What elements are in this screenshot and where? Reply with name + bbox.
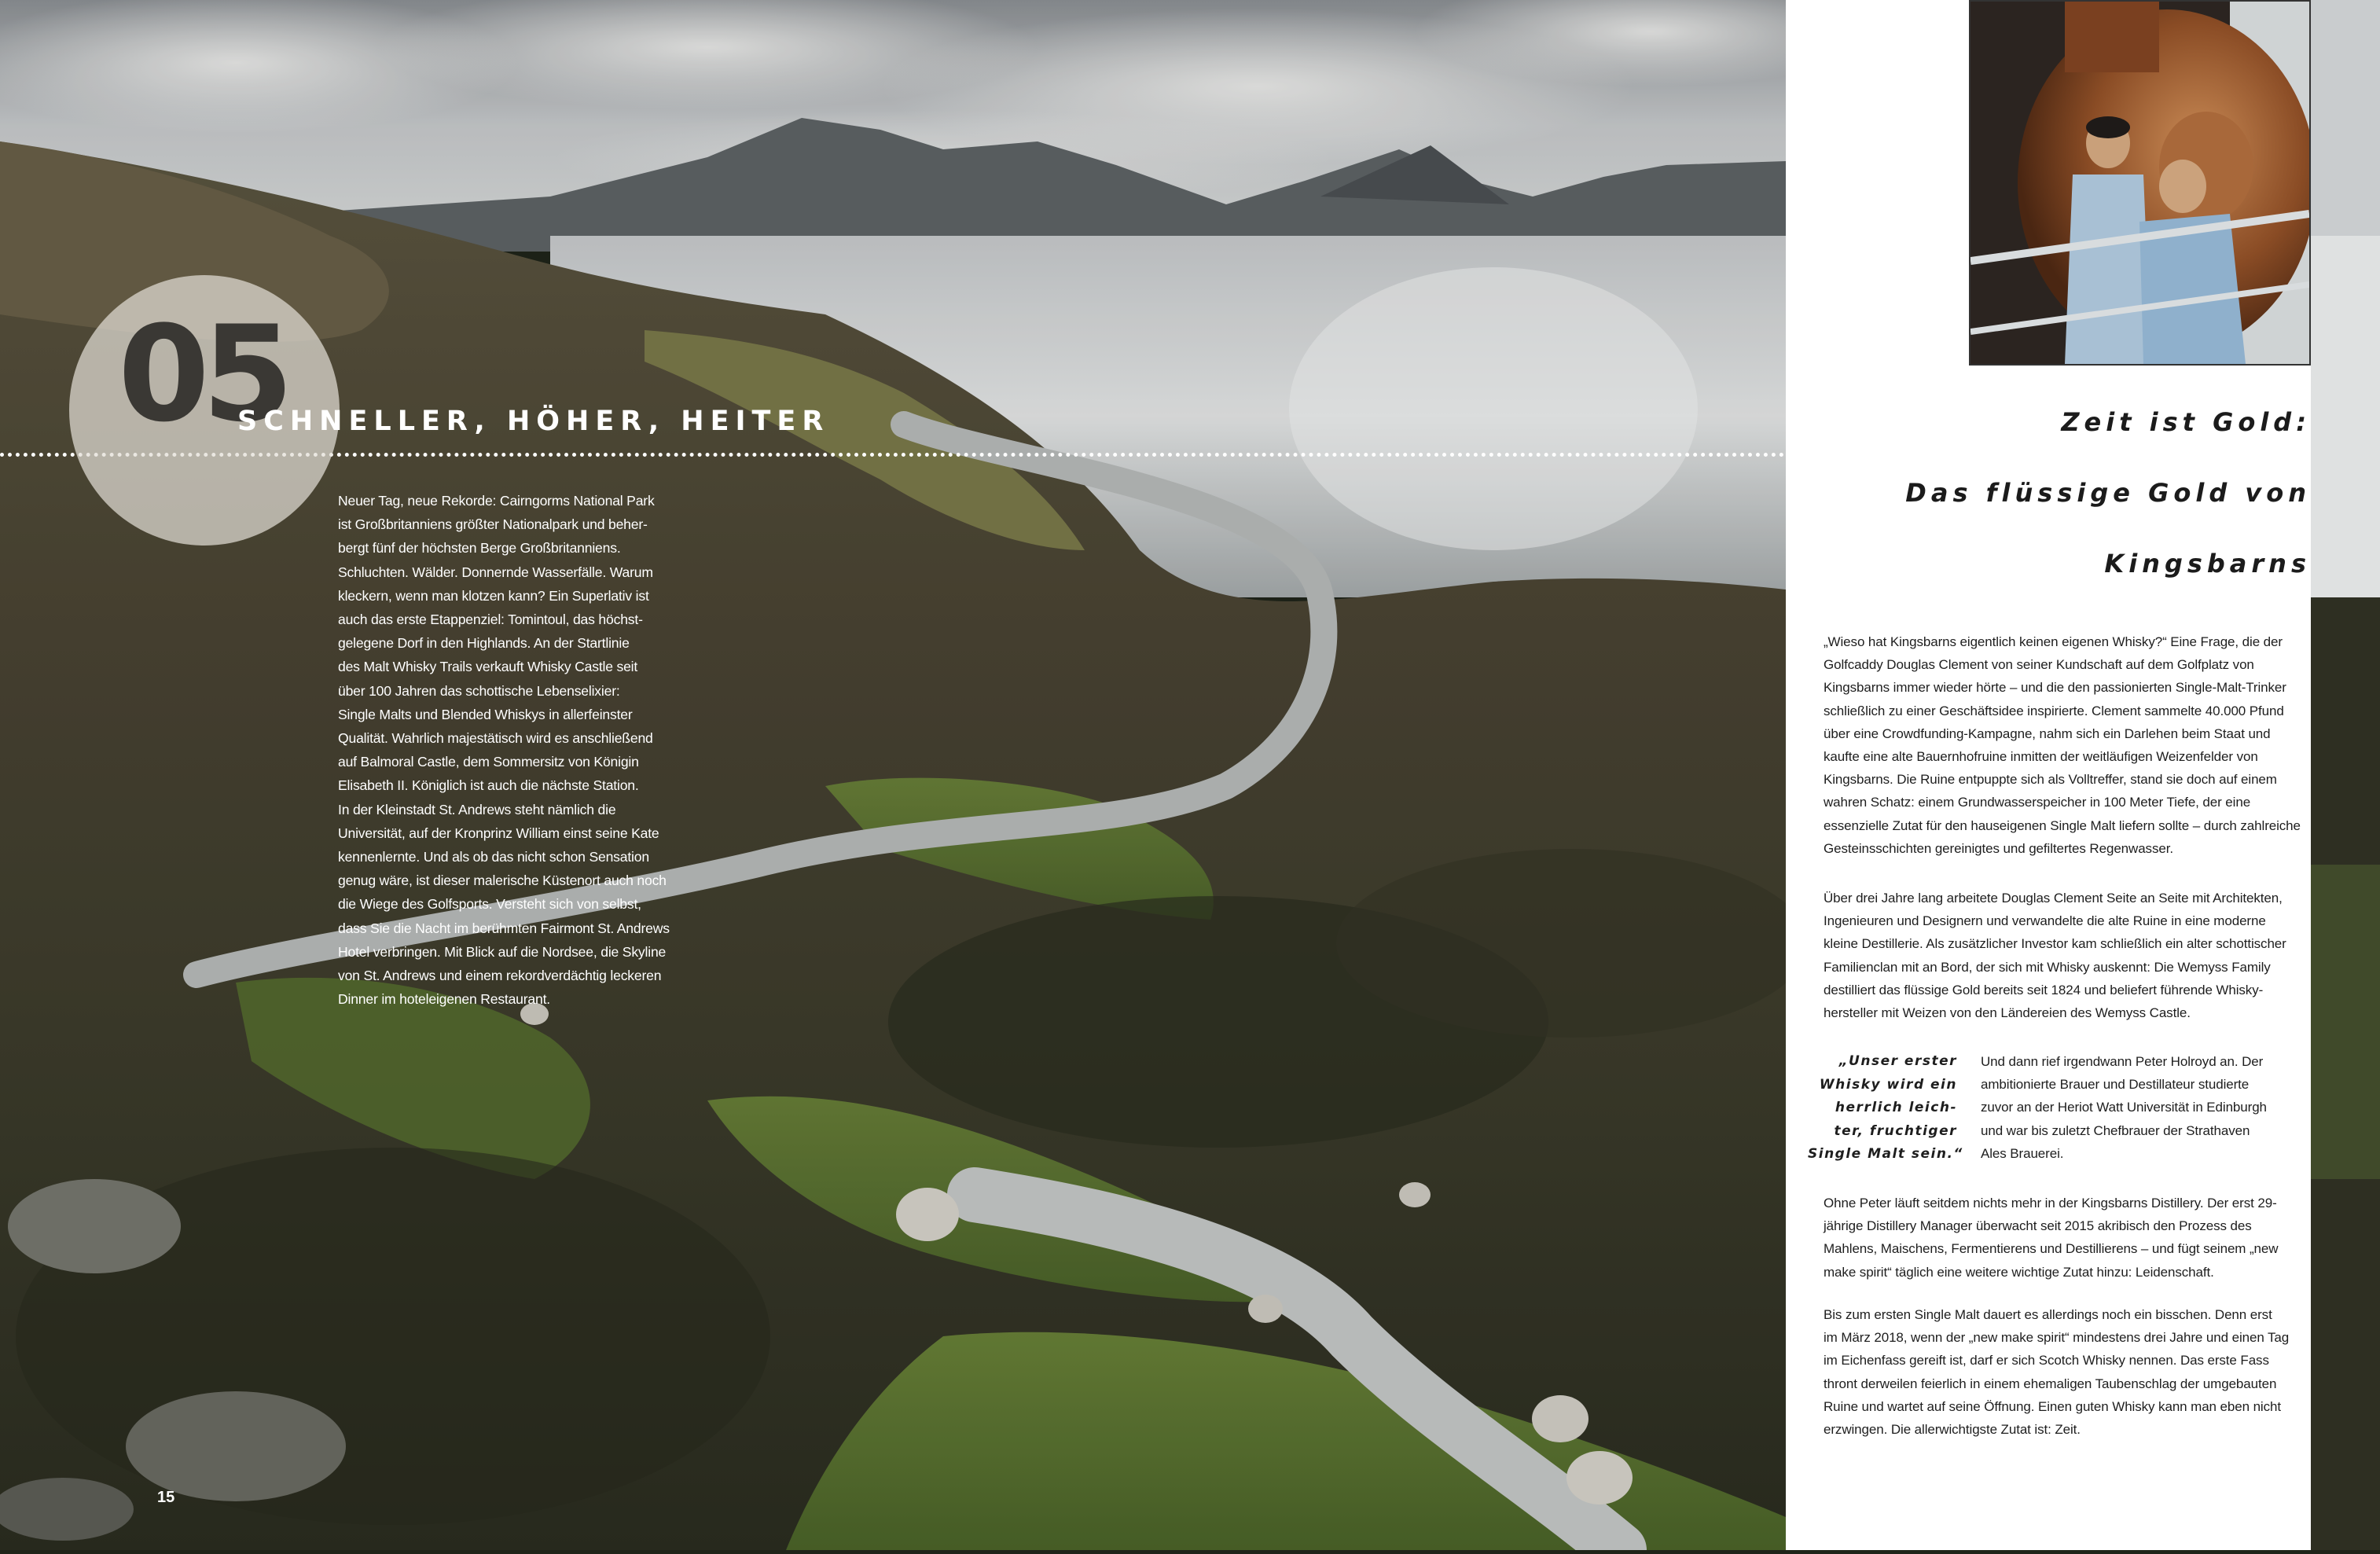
- text-line: ambitionierte Brauer und Destillateur studierte: [1981, 1077, 2250, 1093]
- text-line: Familienclan mit an Bord, der sich mit Whisky auskennt: Die Wemyss Family: [1824, 959, 2271, 975]
- text-line: Elisabeth II. Königlich ist auch die nächste Station.: [338, 777, 639, 794]
- text-line: schließlich zu einer Geschäftsidee inspirierte. Clement sammelte 40.000 Pfund: [1824, 703, 2284, 718]
- paragraph-4: [1824, 1192, 2278, 1284]
- text-line: Ingenieuren und Designern und verwandelte die alte Ruine in eine moderne: [1824, 913, 2266, 929]
- text-line: wahren Schatz: einem Grundwasserspeicher in 100 Meter Tiefe, der eine: [1824, 795, 2251, 810]
- left-body-text: [338, 489, 676, 1011]
- page-number: 15: [157, 1489, 175, 1506]
- text-line: Qualität. Wahrlich majestätisch wird es anschließend: [338, 730, 653, 747]
- text-line: im März 2018, wenn der „new make spirit“ mindestens drei Jahre und einen Tag: [1824, 1330, 2290, 1346]
- text-line: auf Balmoral Castle, dem Sommersitz von Königin: [338, 754, 639, 770]
- text-line: bergt fünf der höchsten Berge Großbritanniens.: [338, 540, 621, 557]
- text-line: Mahlens, Maischens, Fermentierens und Destillierens – und fügt seinem „new: [1824, 1241, 2279, 1257]
- quote-line: „Unser erster: [1838, 1053, 1957, 1069]
- text-line: dass Sie die Nacht im berühmten Fairmont St. Andrews: [338, 920, 670, 936]
- paragraph-2: [1824, 887, 2286, 1024]
- text-line: Schluchten. Wälder. Donnernde Wasserfälle. Warum: [338, 564, 653, 580]
- text-line: jährige Distillery Manager überwacht seit 2015 akribisch den Prozess des: [1824, 1218, 2252, 1234]
- text-line: im Eichenfass gereift ist, darf er sich Scotch Whisky nennen. Das erste Fass: [1824, 1353, 2269, 1368]
- text-line: In der Kleinstadt St. Andrews steht nämlich die: [338, 801, 616, 817]
- paragraph-3: [1981, 1050, 2267, 1165]
- text-line: über eine Crowdfunding-Kampagne, nahm sich ein Darlehen beim Staat und: [1824, 726, 2271, 741]
- text-line: von St. Andrews und einem rekordverdächtig leckeren: [338, 968, 662, 984]
- quote-line: Single Malt sein.“: [1808, 1146, 1963, 1162]
- text-line: genug wäre, ist dieser malerische Küstenort auch noch: [338, 873, 667, 889]
- text-line: Hotel verbringen. Mit Blick auf die Nordsee, die Skyline: [338, 943, 667, 960]
- text-line: Ales Brauerei.: [1981, 1145, 2064, 1161]
- text-line: „Wieso hat Kingsbarns eigentlich keinen eigenen Whisky?“ Eine Frage, die der: [1824, 634, 2283, 649]
- text-line: kleckern, wenn man klotzen kann? Ein Superlativ ist: [338, 587, 649, 604]
- paragraph-1: [1824, 630, 2301, 860]
- text-line: zuvor an der Heriot Watt Universität in Edinburgh: [1981, 1100, 2267, 1115]
- text-line: make spirit“ täglich eine weitere wichtige Zutat hinzu: Leidenschaft.: [1824, 1264, 2214, 1280]
- paragraph-5: [1824, 1303, 2289, 1441]
- text-line: Ruine und wartet auf seine Öffnung. Einen guten Whisky kann man eben nicht: [1824, 1398, 2281, 1414]
- chapter-title: SCHNELLER, HÖHER, HEITER: [237, 406, 830, 437]
- chapter-number: 05: [118, 297, 286, 451]
- quote-line: Whisky wird ein: [1819, 1076, 1957, 1093]
- text-line: Universität, auf der Kronprinz William einst seine Kate: [338, 825, 659, 841]
- text-line: Über drei Jahre lang arbeitete Douglas Clement Seite an Seite mit Architekten,: [1824, 891, 2283, 906]
- headline-line: Kingsbarns: [2104, 549, 2311, 579]
- text-line: ist Großbritanniens größter Nationalpark und beher-: [338, 516, 648, 533]
- text-line: Gesteinsschichten gereinigtes und gefiltertes Regenwasser.: [1824, 840, 2173, 856]
- text-line: Ohne Peter läuft seitdem nichts mehr in der Kingsbarns Distillery. Der erst 29-: [1824, 1196, 2277, 1211]
- text-line: erzwingen. Die allerwichtigste Zutat ist: Zeit.: [1824, 1422, 2081, 1438]
- text-line: Single Malts und Blended Whiskys in allerfeinster: [338, 706, 633, 722]
- article-headline: [1800, 387, 2311, 599]
- quote-line: herrlich leich-: [1835, 1100, 1957, 1115]
- pull-quote: [1808, 1050, 1963, 1166]
- text-line: auch das erste Etappenziel: Tomintoul, das höchst-: [338, 612, 643, 628]
- landscape-photo-edge: [2311, 0, 2380, 1550]
- distillery-photo: [1969, 0, 2311, 366]
- text-line: die Wiege des Golfsports. Versteht sich von selbst,: [338, 896, 641, 913]
- text-line: des Malt Whisky Trails verkauft Whisky Castle seit: [338, 659, 638, 675]
- quote-line: ter, fruchtiger: [1834, 1122, 1957, 1139]
- text-line: hersteller mit Weizen von den Ländereien des Wemyss Castle.: [1824, 1005, 2191, 1021]
- text-line: Und dann rief irgendwann Peter Holroyd an. Der: [1981, 1054, 2264, 1069]
- text-line: Dinner im hoteleigenen Restaurant.: [338, 991, 550, 1008]
- text-line: Kingsbarns immer wieder hörte – und die den passionierten Single-Malt-Trinker: [1824, 680, 2286, 696]
- text-line: kaufte eine alte Bauernhofruine inmitten der weitläufigen Weizenfelder von: [1824, 749, 2258, 765]
- text-line: kleine Destillerie. Als zusätzlicher Investor kam schließlich ein alter schottischer: [1824, 936, 2286, 952]
- text-line: Bis zum ersten Single Malt dauert es allerdings noch ein bisschen. Denn erst: [1824, 1307, 2272, 1322]
- text-line: gelegene Dorf in den Highlands. An der Startlinie: [338, 635, 630, 652]
- text-line: über 100 Jahren das schottische Lebenselixier:: [338, 682, 620, 699]
- text-line: Neuer Tag, neue Rekorde: Cairngorms National Park: [338, 493, 655, 509]
- text-line: essenzielle Zutat für den hauseigenen Single Malt liefern sollte – durch zahlreiche: [1824, 817, 2301, 833]
- text-line: kennenlernte. Und als ob das nicht schon Sensation: [338, 849, 649, 865]
- text-line: Kingsbarns. Die Ruine entpuppte sich als Volltreffer, stand sie doch auf einem: [1824, 772, 2277, 788]
- text-line: destilliert das flüssige Gold bereits seit 1824 und beliefert führende Whisky-: [1824, 982, 2264, 997]
- headline-line: Das flüssige Gold von: [1905, 478, 2311, 508]
- text-line: und war bis zuletzt Chefbrauer der Strathaven: [1981, 1122, 2250, 1138]
- text-line: thront derweilen feierlich in einem ehemaligen Taubenschlag der umgebauten: [1824, 1376, 2277, 1391]
- headline-line: Zeit ist Gold:: [2061, 407, 2311, 437]
- text-line: Golfcaddy Douglas Clement von seiner Kundschaft auf dem Golfplatz von: [1824, 657, 2254, 673]
